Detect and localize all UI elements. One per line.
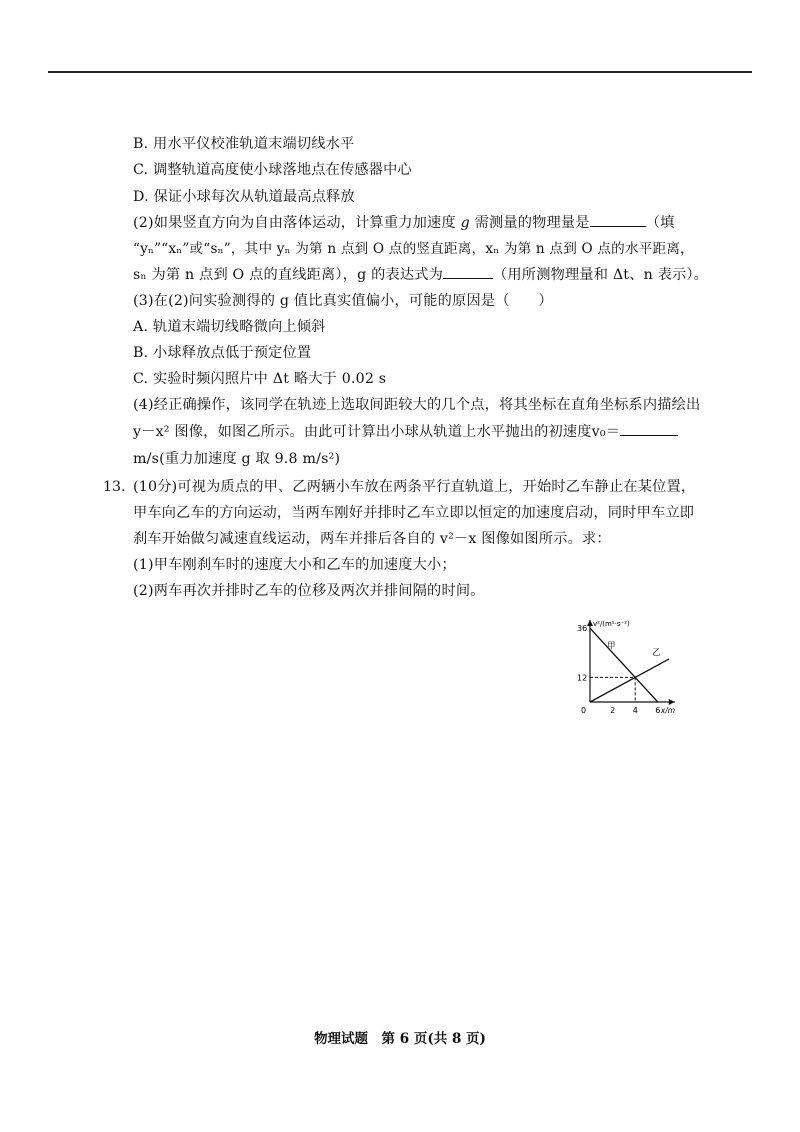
q13-stem-line1: (10分)可视为质点的甲、乙两辆小车放在两条平行直轨道上，开始时乙车静止在某位置， [133,479,696,495]
q12-part3: (3)在(2)问实验测得的 g 值比真实值偏小，可能的原因是（ ） [133,293,553,309]
q12-part2-line1 [133,212,674,234]
v2-x-graph [556,600,706,716]
question-number: 13. [103,479,126,495]
q12-part4-line1: (4)经正确操作，该同学在轨迹上选取间距较大的几个点，将其坐标在直角坐标系内描绘出 [133,397,701,413]
q12-part2-text-c: （填 [645,215,675,231]
option-d: D. 保证小球每次从轨道最高点释放 [133,189,355,205]
option-a: A. 轨道末端切线略微向上倾斜 [133,319,326,335]
q12-part2-line2: “yₙ”“xₙ”或“sₙ”，其中 yₙ 为第 n 点到 O 点的竖直距离，xₙ 为第 n 点到 O 点的水平距离， [133,241,694,257]
q12-part2-line3-a: sₙ 为第 n 点到 O 点的直线距离），g 的表达式为 [133,267,444,283]
answer-blank [620,421,678,436]
x-tick-label: 6 [655,706,661,715]
q12-part4-line2 [133,421,678,443]
answer-blank [443,264,493,279]
x-tick-label: 4 [632,706,638,715]
option-c: C. 调整轨道高度使小球落地点在传感器中心 [133,162,412,178]
series-line-2 [590,659,669,702]
series-label-jia: 甲 [606,641,616,652]
y-tick-label: 36 [577,624,588,634]
q12-part4-line2-text: y－x² 图像，如图乙所示。由此可计算出小球从轨道上水平抛出的初速度v₀＝ [133,424,621,440]
q12-part2-text-b: 需测量的物理量是 [474,215,590,231]
q13-stem-line2: 甲车向乙车的方向运动，当两车刚好并排时乙车立即以恒定的加速度启动，同时甲车立即 [133,505,695,521]
x-tick-label: 2 [610,706,616,715]
option-b: B. 小球释放点低于预定位置 [133,345,312,361]
q12-part2-text-a: (2)如果竖直方向为自由落体运动，计算重力加速度 [133,215,456,231]
y-tick-label: 12 [577,673,588,683]
origin-label: 0 [581,706,587,715]
option-b: B. 用水平仪校准轨道末端切线水平 [133,136,355,152]
q12-part2-line3 [133,264,708,286]
q12-part2-line3-b: （用所测物理量和 Δt、n 表示）。 [493,267,709,283]
x-axis-arrow [669,699,675,705]
q12-part4-line3: m/s(重力加速度 g 取 9.8 m/s²) [133,451,341,467]
q13-part1: (1)甲车刚刹车时的速度大小和乙车的加速度大小； [133,557,456,573]
top-rule [48,71,752,73]
page-footer: 物理试题 第 6 页(共 8 页) [314,1031,486,1047]
series-line-1 [590,628,658,702]
option-c: C. 实验时频闪照片中 Δt 略大于 0.02 s [133,371,387,387]
q13-part2: (2)两车再次并排时乙车的位移及两次并排间隔的时间。 [133,583,485,599]
series-label-yi: 乙 [652,647,661,658]
answer-blank [590,212,646,227]
q13-stem-line3: 刹车开始做匀减速直线运动，两车并排后各自的 v²－x 图像如图所示。求： [133,531,611,547]
q12-part2-g: g [460,215,470,231]
y-axis-label: v²/(m²·s⁻²) [593,620,630,628]
x-axis-label: x/m [660,706,676,715]
